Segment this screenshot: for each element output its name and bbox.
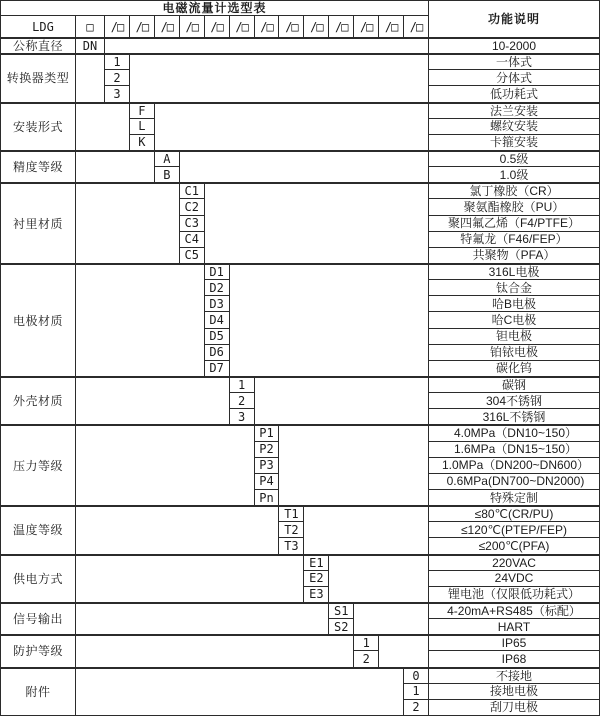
model-slot: /□	[279, 16, 303, 37]
code-cell: T3	[279, 538, 303, 553]
category-label-pressure-rating: 压力等级	[1, 425, 75, 505]
category-label-electrode-material: 电极材质	[1, 264, 75, 376]
category-label-power-supply: 供电方式	[1, 555, 75, 602]
description-cell: 分体式	[429, 70, 599, 85]
left-spacer	[76, 103, 129, 150]
description-cell: 聚氨酯橡胶（PU）	[429, 199, 599, 214]
description-cell: 特氟龙（F46/FEP）	[429, 232, 599, 247]
model-slot: /□	[105, 16, 129, 37]
model-prefix: LDG	[1, 16, 75, 37]
description-cell: 一体式	[429, 54, 599, 69]
code-cell: E2	[304, 571, 328, 586]
category-label-accessories: 附件	[1, 668, 75, 715]
description-cell: 氯丁橡胶（CR）	[429, 183, 599, 198]
code-cell: L	[130, 119, 154, 134]
code-cell: P2	[255, 442, 279, 457]
code-cell: P4	[255, 474, 279, 489]
description-cell: 法兰安装	[429, 103, 599, 118]
description-cell: 4-20mA+RS485（标配）	[429, 603, 599, 618]
description-cell: 10-2000	[429, 38, 599, 53]
code-cell: D4	[205, 312, 229, 327]
model-slot: /□	[155, 16, 179, 37]
description-cell: 螺纹安装	[429, 119, 599, 134]
model-slot: /□	[180, 16, 204, 37]
category-label-protection-rating: 防护等级	[1, 635, 75, 666]
description-cell: 304不锈钢	[429, 393, 599, 408]
category-label-temperature-rating: 温度等级	[1, 506, 75, 553]
description-cell: 哈B电极	[429, 296, 599, 311]
description-cell: 锂电池（仅限低功耗式）	[429, 587, 599, 602]
left-spacer	[76, 635, 353, 666]
description-cell: 0.6MPa(DN700~DN2000)	[429, 474, 599, 489]
category-label-accuracy-class: 精度等级	[1, 151, 75, 182]
left-spacer	[76, 264, 204, 376]
category-label-converter-type: 转换器类型	[1, 54, 75, 101]
right-spacer	[230, 264, 428, 376]
model-slot: /□	[379, 16, 403, 37]
code-cell: 3	[105, 86, 129, 101]
code-cell: Pn	[255, 490, 279, 505]
description-cell: ≤120℃(PTEP/FEP)	[429, 522, 599, 537]
code-cell: D6	[205, 345, 229, 360]
description-cell: 不接地	[429, 668, 599, 683]
category-label-signal-output: 信号输出	[1, 603, 75, 634]
model-slot: /□	[329, 16, 353, 37]
left-spacer	[76, 377, 229, 424]
category-label-lining-material: 衬里材质	[1, 183, 75, 263]
left-spacer	[76, 151, 154, 182]
left-spacer	[76, 425, 254, 505]
right-spacer	[105, 38, 428, 53]
left-spacer	[76, 54, 104, 101]
model-slot: /□	[230, 16, 254, 37]
right-spacer	[205, 183, 428, 263]
right-spacer	[130, 54, 428, 101]
description-cell: 钽电极	[429, 329, 599, 344]
code-cell: C1	[180, 183, 204, 198]
category-label-installation-type: 安装形式	[1, 103, 75, 150]
code-cell: 0	[404, 668, 428, 683]
code-cell: T1	[279, 506, 303, 521]
model-slot: /□	[354, 16, 378, 37]
code-cell: E3	[304, 587, 328, 602]
description-cell: 钛合金	[429, 280, 599, 295]
code-cell: C5	[180, 248, 204, 263]
code-cell: K	[130, 135, 154, 150]
description-cell: 316L不锈钢	[429, 409, 599, 424]
code-cell: D3	[205, 296, 229, 311]
function-header: 功能说明	[429, 1, 599, 37]
right-spacer	[304, 506, 428, 553]
code-cell: 2	[230, 393, 254, 408]
model-code-box: □	[76, 16, 104, 37]
description-cell: 低功耗式	[429, 86, 599, 101]
code-cell: A	[155, 151, 179, 166]
code-cell: P1	[255, 425, 279, 440]
description-cell: 24VDC	[429, 571, 599, 586]
right-spacer	[180, 151, 428, 182]
page-title: 电磁流量计选型表	[1, 1, 428, 15]
model-slot: /□	[130, 16, 154, 37]
left-spacer	[76, 603, 328, 634]
code-cell: C4	[180, 232, 204, 247]
code-cell: 1	[230, 377, 254, 392]
model-slot: /□	[255, 16, 279, 37]
model-slot: /□	[205, 16, 229, 37]
category-label-nominal-diameter: 公称直径	[1, 38, 75, 53]
code-cell: P3	[255, 458, 279, 473]
code-cell: 1	[404, 684, 428, 699]
code-cell: 1	[354, 635, 378, 650]
code-cell: C2	[180, 199, 204, 214]
description-cell: 220VAC	[429, 555, 599, 570]
left-spacer	[76, 506, 278, 553]
code-cell: E1	[304, 555, 328, 570]
description-cell: 聚四氟乙烯（F4/PTFE）	[429, 216, 599, 231]
description-cell: 4.0MPa（DN10~150）	[429, 425, 599, 440]
code-cell: 3	[230, 409, 254, 424]
code-cell: S2	[329, 619, 353, 634]
code-cell: B	[155, 167, 179, 182]
description-cell: 接地电极	[429, 684, 599, 699]
right-spacer	[329, 555, 428, 602]
description-cell: IP68	[429, 651, 599, 666]
description-cell: 316L电极	[429, 264, 599, 279]
description-cell: 共聚物（PFA）	[429, 248, 599, 263]
left-spacer	[76, 183, 179, 263]
code-cell: F	[130, 103, 154, 118]
description-cell: ≤80℃(CR/PU)	[429, 506, 599, 521]
code-cell: S1	[329, 603, 353, 618]
left-spacer	[76, 668, 403, 715]
description-cell: 碳钢	[429, 377, 599, 392]
description-cell: 刮刀电极	[429, 700, 599, 715]
left-spacer	[76, 555, 303, 602]
code-cell: 2	[404, 700, 428, 715]
code-cell: C3	[180, 216, 204, 231]
description-cell: 1.0MPa（DN200~DN600）	[429, 458, 599, 473]
model-slot: /□	[304, 16, 328, 37]
description-cell: IP65	[429, 635, 599, 650]
model-slot: /□	[404, 16, 428, 37]
description-cell: 特殊定制	[429, 490, 599, 505]
right-spacer	[279, 425, 428, 505]
description-cell: 铂铱电极	[429, 345, 599, 360]
right-spacer	[379, 635, 428, 666]
code-cell: D2	[205, 280, 229, 295]
description-cell: 哈C电极	[429, 312, 599, 327]
code-cell: T2	[279, 522, 303, 537]
code-cell: D7	[205, 361, 229, 376]
description-cell: 1.0级	[429, 167, 599, 182]
code-cell: D5	[205, 329, 229, 344]
code-cell: D1	[205, 264, 229, 279]
description-cell: 0.5级	[429, 151, 599, 166]
description-cell: 碳化钨	[429, 361, 599, 376]
description-cell: ≤200℃(PFA)	[429, 538, 599, 553]
code-cell: 1	[105, 54, 129, 69]
description-cell: HART	[429, 619, 599, 634]
right-spacer	[354, 603, 428, 634]
description-cell: 1.6MPa（DN15~150）	[429, 442, 599, 457]
description-cell: 卡箍安装	[429, 135, 599, 150]
right-spacer	[255, 377, 428, 424]
code-cell: 2	[354, 651, 378, 666]
code-cell: DN	[76, 38, 104, 53]
code-cell: 2	[105, 70, 129, 85]
right-spacer	[155, 103, 428, 150]
category-label-housing-material: 外壳材质	[1, 377, 75, 424]
